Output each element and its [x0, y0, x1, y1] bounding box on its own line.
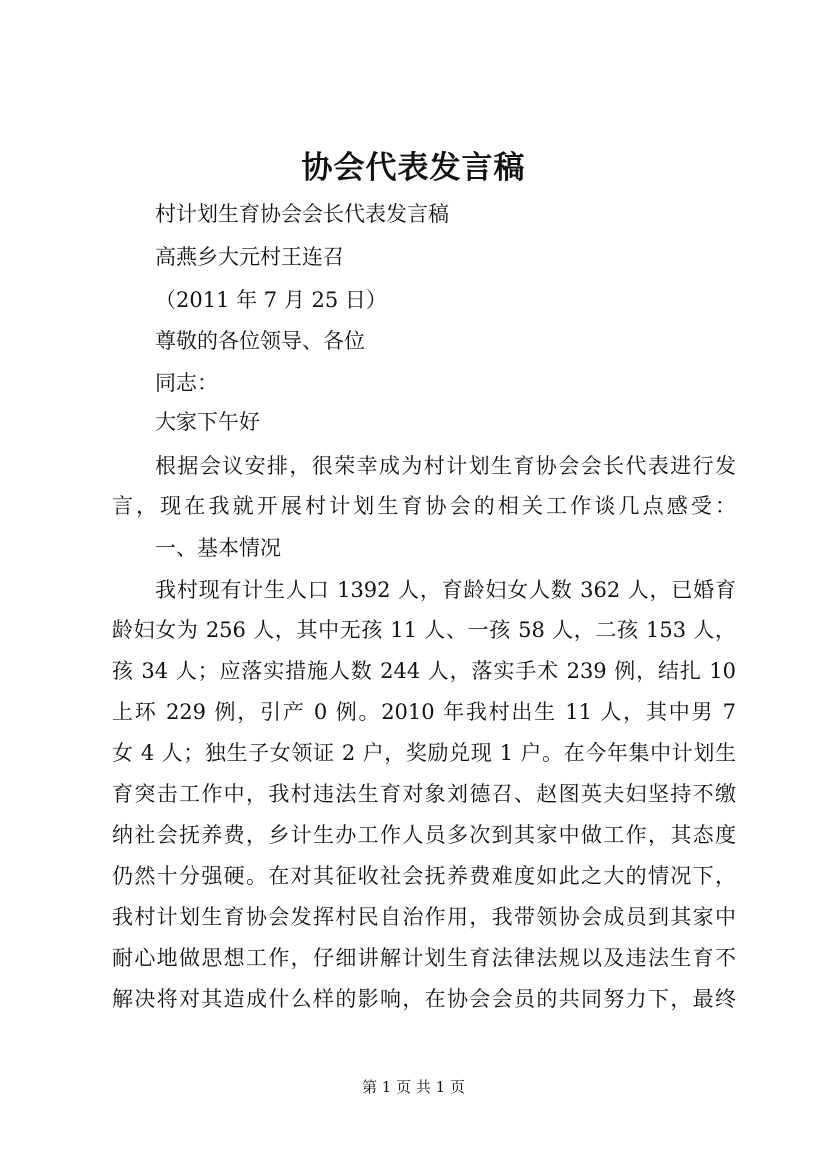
date-line: （2011 年 7 月 25 日）	[155, 288, 387, 312]
body-text-line: 我村计划生育协会发挥村民自治作用，我带领协会成员到其家中	[112, 905, 736, 929]
body-text-line: 我村现有计生人口 1392 人，育龄妇女人数 362 人，已婚育	[155, 578, 736, 602]
body-text-line: 根据会议安排，很荣幸成为村计划生育协会会长代表进行发	[155, 454, 736, 478]
body-text-line: 言，现在我就开展村计划生育协会的相关工作谈几点感受：	[112, 494, 736, 518]
body-text-line: 纳社会抚养费，乡计生办工作人员多次到其家中做工作，其态度	[112, 823, 736, 847]
body-text-line: 上环 229 例，引产 0 例。2010 年我村出生 11 人，其中男 7	[112, 700, 736, 724]
body-text-line: 解决将对其造成什么样的影响，在协会会员的共同努力下，最终	[112, 987, 736, 1011]
section-heading: 一、基本情况	[155, 536, 281, 560]
author-line: 高燕乡大元村王连召	[155, 245, 344, 269]
body-text-line: 龄妇女为 256 人，其中无孩 11 人、一孩 58 人，二孩 153 人，	[112, 618, 736, 642]
salutation-line: 同志：	[155, 371, 218, 395]
body-text-line: 孩 34 人；应落实措施人数 244 人，落实手术 239 例，结扎 10	[112, 659, 736, 683]
body-text-line: 女 4 人；独生子女领证 2 户，奖励兑现 1 户。在今年集中计划生	[112, 741, 736, 765]
page-footer: 第 1 页 共 1 页	[362, 1078, 465, 1096]
greeting-line: 大家下午好	[155, 410, 260, 434]
body-text-line: 耐心地做思想工作，仔细讲解计划生育法律法规以及违法生育不	[112, 946, 736, 970]
salutation-line: 尊敬的各位领导、各位	[155, 329, 365, 353]
body-text-line: 育突击工作中，我村违法生育对象刘德召、赵图英夫妇坚持不缴	[112, 782, 736, 806]
body-text-line: 仍然十分强硬。在对其征收社会抚养费难度如此之大的情况下，	[112, 864, 736, 888]
document-title: 协会代表发言稿	[301, 150, 526, 186]
subtitle-line: 村计划生育协会会长代表发言稿	[155, 202, 449, 226]
